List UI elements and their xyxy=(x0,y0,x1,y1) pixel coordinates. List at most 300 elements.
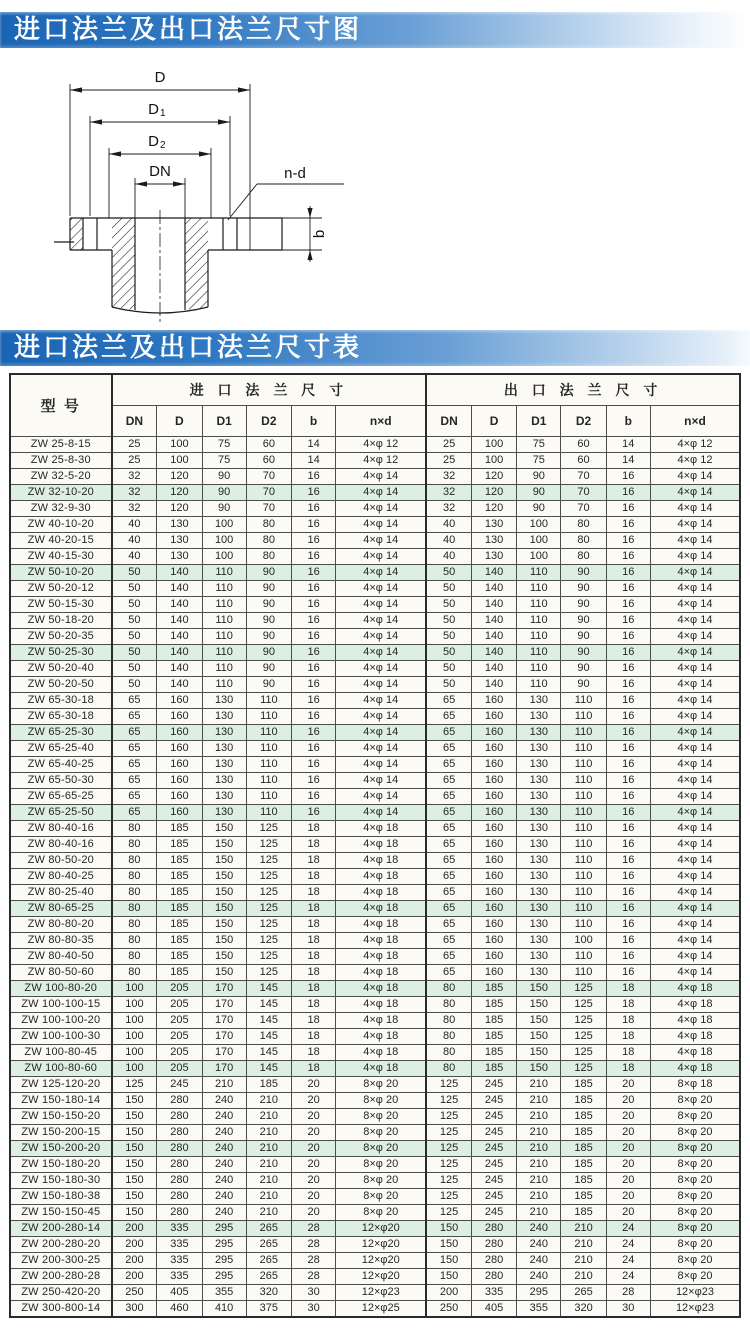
dimension-cell: 130 xyxy=(517,933,561,949)
outlet-subcol-header-D: D xyxy=(471,406,516,437)
model-cell: ZW 200-280-28 xyxy=(10,1269,112,1285)
dimension-cell: 210 xyxy=(517,1093,561,1109)
dimension-cell: 4×φ 18 xyxy=(336,949,427,965)
dimension-cell: 24 xyxy=(606,1237,650,1253)
dimension-cell: 145 xyxy=(246,981,291,997)
table-row xyxy=(10,581,740,597)
table-row xyxy=(10,597,740,613)
dimension-cell: 110 xyxy=(202,629,246,645)
dimension-cell: 150 xyxy=(112,1173,157,1189)
table-row xyxy=(10,869,740,885)
dimension-cell: 4×φ 14 xyxy=(650,789,740,805)
dimension-cell: 4×φ 14 xyxy=(650,901,740,917)
dimension-cell: 32 xyxy=(426,501,471,517)
dimension-cell: 8×φ 20 xyxy=(336,1173,427,1189)
dimension-cell: 125 xyxy=(246,901,291,917)
dimension-cell: 65 xyxy=(426,773,471,789)
dimension-cell: 150 xyxy=(517,1013,561,1029)
dimension-cell: 4×φ 14 xyxy=(650,725,740,741)
dimension-cell: 140 xyxy=(157,597,202,613)
model-cell: ZW 80-80-20 xyxy=(10,917,112,933)
dimension-cell: 16 xyxy=(291,469,335,485)
dimension-cell: 18 xyxy=(291,901,335,917)
dimension-cell: 90 xyxy=(561,677,606,693)
dimension-cell: 125 xyxy=(246,885,291,901)
table-row xyxy=(10,629,740,645)
dimension-cell: 210 xyxy=(561,1221,606,1237)
model-cell: ZW 80-40-25 xyxy=(10,869,112,885)
dimension-cell: 210 xyxy=(246,1173,291,1189)
dimension-cell: 4×φ 14 xyxy=(336,613,427,629)
dimension-cell: 90 xyxy=(561,597,606,613)
dimension-cell: 65 xyxy=(112,725,157,741)
dimension-cell: 145 xyxy=(246,1061,291,1077)
dimension-cell: 4×φ 14 xyxy=(650,533,740,549)
table-row xyxy=(10,773,740,789)
dimension-cell: 110 xyxy=(517,565,561,581)
dimension-cell: 100 xyxy=(112,1013,157,1029)
dimension-cell: 245 xyxy=(471,1077,516,1093)
dimension-cell: 250 xyxy=(112,1285,157,1301)
dimension-cell: 405 xyxy=(471,1301,516,1318)
dimension-cell: 8×φ 20 xyxy=(650,1093,740,1109)
dimension-cell: 90 xyxy=(561,629,606,645)
dimension-cell: 140 xyxy=(471,677,516,693)
dimension-cell: 50 xyxy=(426,597,471,613)
dimension-cell: 75 xyxy=(202,453,246,469)
dimension-cell: 16 xyxy=(291,517,335,533)
dimension-cell: 185 xyxy=(561,1205,606,1221)
dimension-cell: 80 xyxy=(426,1013,471,1029)
model-cell: ZW 100-100-15 xyxy=(10,997,112,1013)
dimension-cell: 80 xyxy=(246,549,291,565)
dimension-cell: 65 xyxy=(426,869,471,885)
dimension-cell: 240 xyxy=(202,1189,246,1205)
dimension-cell: 80 xyxy=(112,837,157,853)
dimension-cell: 50 xyxy=(112,629,157,645)
dimension-cell: 18 xyxy=(291,949,335,965)
dimension-cell: 4×φ 14 xyxy=(336,645,427,661)
dimension-cell: 80 xyxy=(112,901,157,917)
model-cell: ZW 50-20-50 xyxy=(10,677,112,693)
dimension-cell: 12×φ23 xyxy=(650,1285,740,1301)
dimension-cell: 100 xyxy=(517,533,561,549)
dimension-cell: 50 xyxy=(426,629,471,645)
dimension-cell: 8×φ 20 xyxy=(650,1157,740,1173)
dimension-cell: 140 xyxy=(471,581,516,597)
dimension-cell: 65 xyxy=(426,709,471,725)
dimension-cell: 65 xyxy=(426,821,471,837)
dimension-cell: 210 xyxy=(246,1189,291,1205)
dimension-cell: 295 xyxy=(202,1237,246,1253)
dimension-cell: 160 xyxy=(157,709,202,725)
model-cell: ZW 40-15-30 xyxy=(10,549,112,565)
dimension-cell: 110 xyxy=(561,885,606,901)
dimension-cell: 90 xyxy=(202,469,246,485)
dimension-cell: 80 xyxy=(561,517,606,533)
dimension-cell: 4×φ 14 xyxy=(650,517,740,533)
outlet-subcol-header-D2: D2 xyxy=(561,406,606,437)
dimension-cell: 50 xyxy=(426,661,471,677)
dimension-cell: 90 xyxy=(517,501,561,517)
dimension-cell: 210 xyxy=(246,1205,291,1221)
dimension-cell: 160 xyxy=(471,693,516,709)
dimension-cell: 240 xyxy=(517,1269,561,1285)
dimension-cell: 295 xyxy=(517,1285,561,1301)
dimension-cell: 210 xyxy=(517,1157,561,1173)
dimension-cell: 130 xyxy=(517,885,561,901)
dimension-cell: 12×φ20 xyxy=(336,1269,427,1285)
dimension-cell: 160 xyxy=(157,741,202,757)
dimension-cell: 20 xyxy=(606,1189,650,1205)
dimension-cell: 295 xyxy=(202,1269,246,1285)
dimension-cell: 50 xyxy=(426,613,471,629)
dimension-cell: 50 xyxy=(426,677,471,693)
dim-label-D: D xyxy=(154,69,166,86)
dim-label-D1-sub: 1 xyxy=(160,108,166,119)
table-row xyxy=(10,757,740,773)
table-row xyxy=(10,789,740,805)
dimension-cell: 32 xyxy=(426,485,471,501)
dimension-cell: 4×φ 14 xyxy=(650,597,740,613)
dimension-cell: 75 xyxy=(517,437,561,453)
outlet-subcol-header-b: b xyxy=(606,406,650,437)
dimension-cell: 185 xyxy=(561,1141,606,1157)
dimension-cell: 60 xyxy=(246,453,291,469)
dimension-cell: 205 xyxy=(157,997,202,1013)
dimension-cell: 110 xyxy=(202,613,246,629)
dimension-cell: 110 xyxy=(561,949,606,965)
inlet-subcol-header-D: D xyxy=(157,406,202,437)
dimension-cell: 28 xyxy=(291,1221,335,1237)
model-cell: ZW 65-30-18 xyxy=(10,693,112,709)
dimension-cell: 50 xyxy=(112,661,157,677)
dimension-cell: 20 xyxy=(291,1173,335,1189)
dimension-cell: 16 xyxy=(606,677,650,693)
dim-label-n-d: n-d xyxy=(284,165,306,182)
dimension-cell: 4×φ 14 xyxy=(336,629,427,645)
dimension-cell: 16 xyxy=(291,501,335,517)
dimension-cell: 110 xyxy=(517,661,561,677)
dimension-cell: 90 xyxy=(246,565,291,581)
inlet-subcol-header-n×d: n×d xyxy=(336,406,427,437)
dimension-cell: 4×φ 14 xyxy=(336,709,427,725)
dimension-cell: 160 xyxy=(157,725,202,741)
dimension-cell: 16 xyxy=(606,661,650,677)
dimension-cell: 4×φ 14 xyxy=(336,661,427,677)
dimension-cell: 245 xyxy=(471,1093,516,1109)
dimension-cell: 4×φ 14 xyxy=(650,853,740,869)
table-row xyxy=(10,997,740,1013)
model-cell: ZW 65-25-40 xyxy=(10,741,112,757)
dimension-cell: 335 xyxy=(157,1221,202,1237)
model-cell: ZW 50-20-40 xyxy=(10,661,112,677)
dimension-cell: 210 xyxy=(202,1077,246,1093)
dimension-cell: 80 xyxy=(112,949,157,965)
dimension-cell: 16 xyxy=(291,773,335,789)
dimension-cell: 80 xyxy=(112,933,157,949)
dimension-cell: 80 xyxy=(426,981,471,997)
dimension-cell: 125 xyxy=(426,1093,471,1109)
dimension-cell: 140 xyxy=(157,629,202,645)
dimension-cell: 185 xyxy=(561,1077,606,1093)
dimension-cell: 150 xyxy=(426,1269,471,1285)
dimension-cell: 65 xyxy=(112,773,157,789)
dimension-cell: 4×φ 18 xyxy=(336,1029,427,1045)
dimension-cell: 205 xyxy=(157,1029,202,1045)
table-row xyxy=(10,805,740,821)
dimension-cell: 170 xyxy=(202,1029,246,1045)
dimension-cell: 4×φ 14 xyxy=(336,469,427,485)
dimension-cell: 185 xyxy=(561,1189,606,1205)
dimension-cell: 65 xyxy=(426,885,471,901)
table-row xyxy=(10,885,740,901)
dimension-cell: 8×φ 20 xyxy=(336,1141,427,1157)
dimension-cell: 90 xyxy=(517,485,561,501)
table-row xyxy=(10,965,740,981)
dimension-cell: 110 xyxy=(517,613,561,629)
dimension-cell: 125 xyxy=(246,965,291,981)
dimension-cell: 245 xyxy=(471,1157,516,1173)
dimension-cell: 65 xyxy=(426,757,471,773)
dimension-cell: 16 xyxy=(291,597,335,613)
dimension-cell: 245 xyxy=(471,1141,516,1157)
dimension-cell: 4×φ 18 xyxy=(650,1029,740,1045)
model-cell: ZW 80-40-16 xyxy=(10,837,112,853)
dimension-cell: 18 xyxy=(291,1013,335,1029)
dimension-cell: 150 xyxy=(202,837,246,853)
dimension-cell: 60 xyxy=(561,437,606,453)
dimension-cell: 4×φ 18 xyxy=(336,885,427,901)
dimension-cell: 8×φ 20 xyxy=(650,1141,740,1157)
dimension-cell: 185 xyxy=(471,981,516,997)
dimension-cell: 335 xyxy=(157,1269,202,1285)
table-row xyxy=(10,533,740,549)
dimension-cell: 20 xyxy=(291,1205,335,1221)
dimension-cell: 8×φ 20 xyxy=(650,1109,740,1125)
dimension-cell: 16 xyxy=(606,533,650,549)
dimension-cell: 145 xyxy=(246,1029,291,1045)
dimension-cell: 130 xyxy=(517,869,561,885)
table-header-row-groups xyxy=(10,374,740,406)
dimension-cell: 8×φ 20 xyxy=(650,1237,740,1253)
dimension-cell: 125 xyxy=(561,1045,606,1061)
dimension-cell: 90 xyxy=(561,613,606,629)
dimension-cell: 130 xyxy=(517,821,561,837)
dimension-cell: 90 xyxy=(202,501,246,517)
dimension-cell: 4×φ 18 xyxy=(336,1061,427,1077)
table-row xyxy=(10,1125,740,1141)
dimension-cell: 4×φ 14 xyxy=(336,677,427,693)
dimension-cell: 28 xyxy=(291,1269,335,1285)
dimension-cell: 130 xyxy=(202,693,246,709)
model-cell: ZW 150-200-15 xyxy=(10,1125,112,1141)
dimension-cell: 50 xyxy=(426,581,471,597)
dimension-cell: 280 xyxy=(471,1237,516,1253)
table-row xyxy=(10,1045,740,1061)
dimension-cell: 265 xyxy=(561,1285,606,1301)
dimension-cell: 20 xyxy=(291,1077,335,1093)
table-row xyxy=(10,1013,740,1029)
dimension-cell: 240 xyxy=(202,1093,246,1109)
dimension-cell: 280 xyxy=(157,1173,202,1189)
dimension-cell: 125 xyxy=(246,853,291,869)
dimension-cell: 245 xyxy=(471,1173,516,1189)
dimension-cell: 4×φ 14 xyxy=(650,709,740,725)
dimension-cell: 110 xyxy=(561,709,606,725)
dimension-cell: 125 xyxy=(246,837,291,853)
dimension-cell: 16 xyxy=(606,821,650,837)
dimension-cell: 130 xyxy=(517,901,561,917)
dimension-cell: 210 xyxy=(246,1125,291,1141)
dimension-cell: 355 xyxy=(517,1301,561,1318)
dimension-cell: 100 xyxy=(112,1045,157,1061)
dimension-cell: 4×φ 12 xyxy=(336,453,427,469)
dimension-cell: 110 xyxy=(561,741,606,757)
dimension-cell: 20 xyxy=(291,1141,335,1157)
dimension-cell: 65 xyxy=(112,757,157,773)
dimension-cell: 4×φ 14 xyxy=(336,597,427,613)
dimension-cell: 130 xyxy=(157,533,202,549)
dimension-cell: 210 xyxy=(517,1141,561,1157)
dimension-cell: 8×φ 20 xyxy=(650,1189,740,1205)
dimension-cell: 125 xyxy=(426,1189,471,1205)
dimension-cell: 8×φ 20 xyxy=(336,1157,427,1173)
dimension-cell: 16 xyxy=(291,693,335,709)
dimension-cell: 185 xyxy=(157,821,202,837)
dimension-cell: 150 xyxy=(202,853,246,869)
dimension-cell: 100 xyxy=(471,437,516,453)
dimension-cell: 4×φ 18 xyxy=(650,1061,740,1077)
table-row xyxy=(10,1173,740,1189)
dimension-cell: 130 xyxy=(517,853,561,869)
dimension-cell: 18 xyxy=(606,997,650,1013)
dimension-cell: 18 xyxy=(291,885,335,901)
model-cell: ZW 80-80-35 xyxy=(10,933,112,949)
model-cell: ZW 100-80-20 xyxy=(10,981,112,997)
dimension-cell: 16 xyxy=(606,709,650,725)
dimension-cell: 16 xyxy=(606,741,650,757)
dimension-cell: 20 xyxy=(606,1077,650,1093)
dimension-cell: 50 xyxy=(112,597,157,613)
dim-label-DN: DN xyxy=(149,163,171,180)
model-cell: ZW 300-800-14 xyxy=(10,1301,112,1318)
dimension-cell: 110 xyxy=(517,629,561,645)
table-row xyxy=(10,853,740,869)
dimension-cell: 4×φ 14 xyxy=(650,581,740,597)
model-cell: ZW 32-5-20 xyxy=(10,469,112,485)
table-row xyxy=(10,1237,740,1253)
dimension-cell: 4×φ 14 xyxy=(336,725,427,741)
dimension-cell: 160 xyxy=(471,837,516,853)
model-cell: ZW 80-40-16 xyxy=(10,821,112,837)
dimension-cell: 150 xyxy=(517,1061,561,1077)
dimension-cell: 150 xyxy=(112,1109,157,1125)
dimension-cell: 4×φ 14 xyxy=(336,757,427,773)
dimension-cell: 18 xyxy=(291,981,335,997)
dimension-cell: 150 xyxy=(426,1253,471,1269)
dimension-cell: 150 xyxy=(426,1237,471,1253)
dimension-cell: 335 xyxy=(157,1253,202,1269)
model-cell: ZW 150-180-38 xyxy=(10,1189,112,1205)
dimension-cell: 100 xyxy=(112,1061,157,1077)
dimension-cell: 16 xyxy=(291,741,335,757)
dimension-cell: 240 xyxy=(202,1125,246,1141)
dimension-cell: 4×φ 14 xyxy=(650,949,740,965)
table-row xyxy=(10,1061,740,1077)
dimension-cell: 145 xyxy=(246,1045,291,1061)
dimension-cell: 4×φ 14 xyxy=(336,773,427,789)
dimension-cell: 185 xyxy=(471,1045,516,1061)
dimension-cell: 160 xyxy=(471,725,516,741)
dimension-cell: 80 xyxy=(426,997,471,1013)
dimension-cell: 150 xyxy=(517,1045,561,1061)
dimension-cell: 40 xyxy=(112,533,157,549)
model-cell: ZW 50-20-12 xyxy=(10,581,112,597)
dimension-cell: 185 xyxy=(561,1109,606,1125)
dimension-cell: 4×φ 18 xyxy=(336,1013,427,1029)
dimension-cell: 185 xyxy=(561,1125,606,1141)
dimension-cell: 460 xyxy=(157,1301,202,1318)
dimension-cell: 16 xyxy=(606,933,650,949)
dimension-cell: 16 xyxy=(291,725,335,741)
dimension-cell: 50 xyxy=(426,645,471,661)
dimension-cell: 100 xyxy=(561,933,606,949)
inlet-subcol-header-D1: D1 xyxy=(202,406,246,437)
dimension-cell: 140 xyxy=(157,677,202,693)
dimension-cell: 280 xyxy=(471,1221,516,1237)
dimension-cell: 100 xyxy=(112,1029,157,1045)
table-row xyxy=(10,917,740,933)
dimension-cell: 160 xyxy=(471,933,516,949)
dimension-cell: 125 xyxy=(246,949,291,965)
dimension-cell: 16 xyxy=(606,549,650,565)
dimension-cell: 16 xyxy=(606,805,650,821)
dimension-cell: 150 xyxy=(202,917,246,933)
dimension-cell: 125 xyxy=(246,821,291,837)
model-cell: ZW 250-420-20 xyxy=(10,1285,112,1301)
dimension-cell: 12×φ20 xyxy=(336,1237,427,1253)
dimension-cell: 16 xyxy=(291,485,335,501)
dimension-cell: 140 xyxy=(157,581,202,597)
dimension-cell: 20 xyxy=(291,1125,335,1141)
dimension-cell: 18 xyxy=(606,1013,650,1029)
dimension-cell: 18 xyxy=(291,917,335,933)
dimension-cell: 100 xyxy=(202,549,246,565)
dimension-cell: 140 xyxy=(157,565,202,581)
dimension-cell: 250 xyxy=(426,1301,471,1318)
dimension-cell: 8×φ 20 xyxy=(650,1269,740,1285)
model-cell: ZW 65-25-30 xyxy=(10,725,112,741)
dimension-cell: 70 xyxy=(246,485,291,501)
dimension-cell: 4×φ 14 xyxy=(650,469,740,485)
dimension-cell: 320 xyxy=(246,1285,291,1301)
dimension-cell: 335 xyxy=(157,1237,202,1253)
dimension-cell: 185 xyxy=(561,1093,606,1109)
model-cell: ZW 125-120-20 xyxy=(10,1077,112,1093)
dimension-cell: 40 xyxy=(112,517,157,533)
dimension-cell: 110 xyxy=(246,709,291,725)
dimension-cell: 130 xyxy=(517,917,561,933)
dimension-cell: 280 xyxy=(157,1093,202,1109)
dimension-cell: 8×φ 20 xyxy=(650,1253,740,1269)
model-cell: ZW 100-100-20 xyxy=(10,1013,112,1029)
dimension-cell: 100 xyxy=(517,549,561,565)
dimension-cell: 32 xyxy=(426,469,471,485)
dimension-cell: 110 xyxy=(246,805,291,821)
dimension-cell: 4×φ 18 xyxy=(650,981,740,997)
dimension-cell: 240 xyxy=(202,1173,246,1189)
